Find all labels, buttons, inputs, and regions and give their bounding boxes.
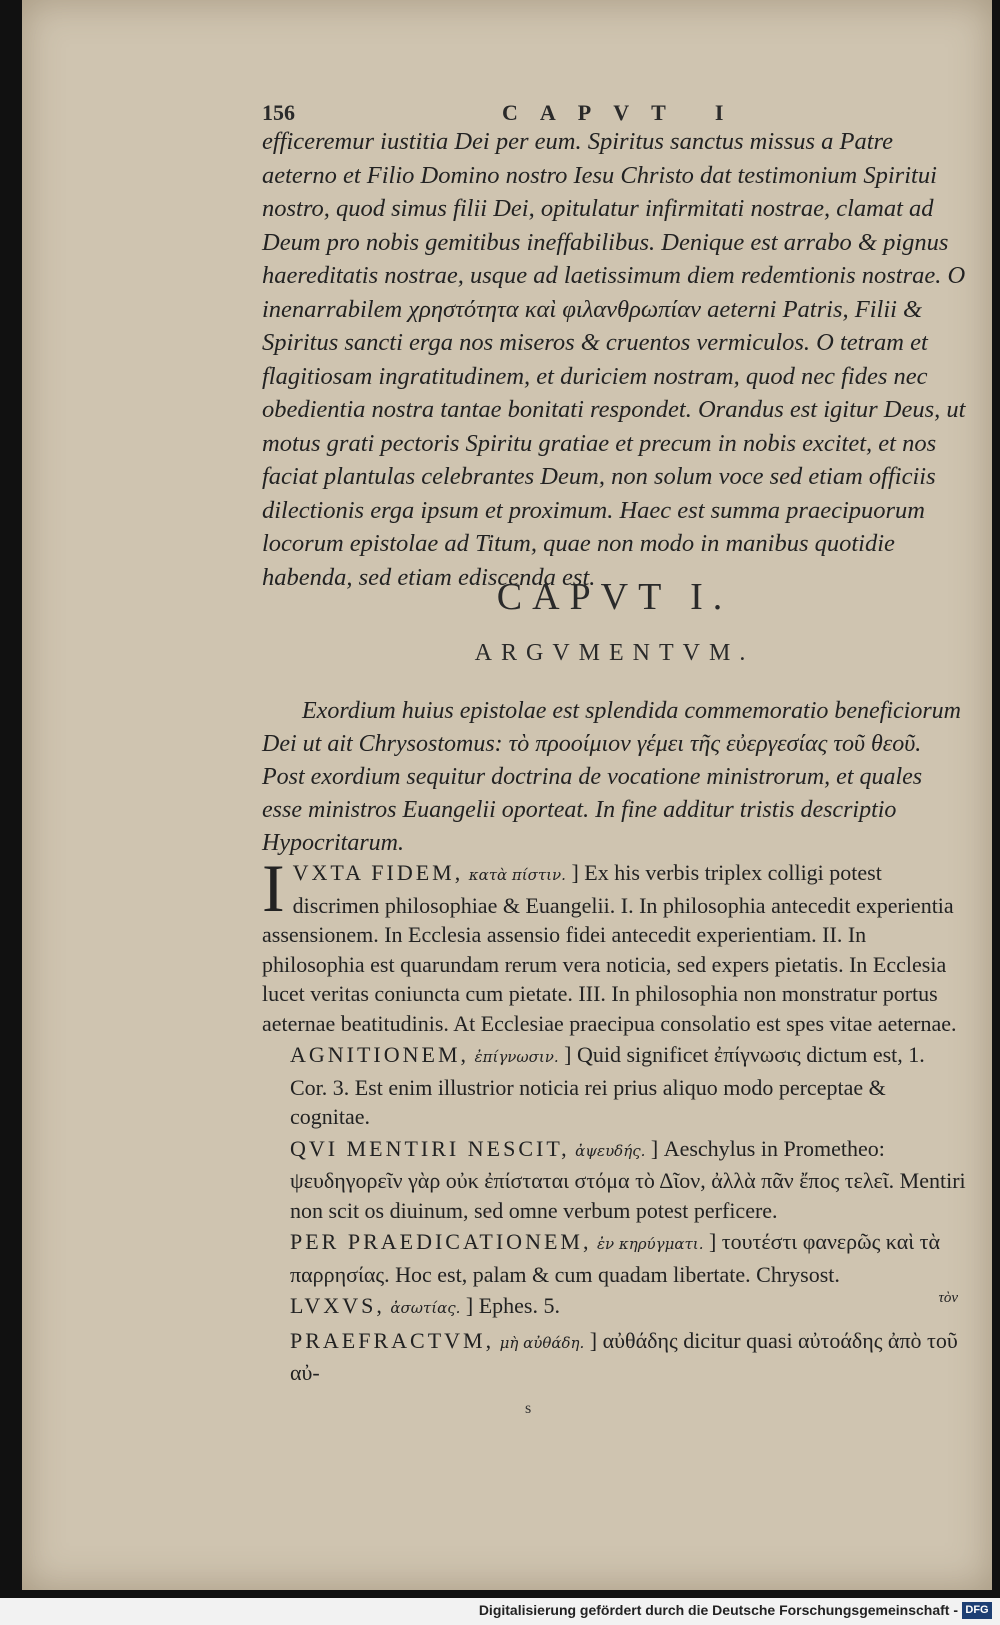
commentary-entry: [262, 850, 967, 1038]
commentary-text: ] Ex his verbis triplex colligi potest discrimen philosophiae & Euangelii. I. In philosophia antecedit experientia assensionem. In Ecclesia assensio fidei antecedit experientiam. II. In philosophia est quarundam rerum vera noticia, sed expers pietatis. In Ecclesia lucet veritas coniuncta cum pietate. III. In philosophia non monstratur portus aeternae beatitudinis. At Ecclesiae praecipua consolatio est spes vitae aeternae.: [262, 860, 957, 1036]
commentary-entry: [262, 1227, 967, 1289]
lemma: PRAEFRACTVM,: [290, 1327, 495, 1353]
greek-lemma: ἀψευδής.: [575, 1141, 646, 1160]
argumentum-text: Exordium huius epistolae est splendida commemoratio beneficiorum Dei ut ait Chrysostomus: τὸ προοίμιον γέμει τῆς εὐεργεσίας τοῦ θεοῦ. Post exordium sequitur doctrina de vocatione ministrorum, et quales esse ministros Euangelii oporteat. In fine additur tristis descriptio Hypocritarum.: [262, 698, 962, 856]
lemma: LVXVS,: [290, 1293, 385, 1318]
chapter-title: CAPVT I.: [496, 576, 733, 618]
greek-lemma: ἐπίγνωσιν.: [474, 1048, 559, 1066]
commentary-entry: [262, 1291, 967, 1324]
greek-lemma: κατὰ πίστιν.: [468, 866, 566, 884]
intro-paragraph: [262, 125, 967, 594]
greek-lemma: μὴ αὐθάδη.: [499, 1333, 585, 1352]
lemma: QVI MENTIRI NESCIT,: [290, 1135, 570, 1161]
running-title: CAPVT I: [502, 100, 746, 125]
commentary-text: ] αὐθάδης dicitur quasi αὐτοάδης ἀπὸ τοῦ αὐ-: [290, 1327, 958, 1385]
footer-bar: [0, 1598, 1000, 1625]
chapter-subtitle: ARGVMENTVM.: [474, 640, 755, 666]
lemma: PER PRAEDICATIONEM,: [290, 1229, 592, 1254]
commentary-entry: [262, 1134, 967, 1226]
commentary-section: [262, 850, 967, 1390]
intro-text: efficeremur iustitia Dei per eum. Spiritus sanctus missus a Patre aeterno et Filio Domino nostro Iesu Christo dat testimonium Spiritui nostro, quod simus filii Dei, opitulatur infirmitati nostrae, clamat ad Deum pro nobis gemitibus ineffabilibus. Denique est arrabo & pignus haereditatis nostrae, usque ad laetissimum diem redemtionis nostrae. O inenarrabilem χρηστότητα καὶ φιλανθρωπίαν aeterni Patris, Filii & Spiritus sancti erga nos miseros & cruentos vermiculos. O tetram et flagitiosam ingratitudinem, et duriciem nostram, quod nec fides nec obedientia nostra tantae bonitati respondet. Orandus est igitur Deus, ut motus grati pectoris Spiritu gratiae et precum in nobis excitet, et nos faciat plantulas celebrantes Deum, non solum voce sed etiam officiis dilectionis erga ipsum et proximum. Haec est summa praecipuorum locorum epistolae ad Titum, quae non modo in manibus quotidie habenda, sed etiam ediscenda est.: [262, 128, 966, 591]
commentary-text: ] Ephes. 5.: [465, 1293, 560, 1318]
commentary-text: ] Quid significet ἐπίγνωσις dictum est, 1. Cor. 3. Est enim illustrior noticia rei prius aliquo modo perceptae & cognitae.: [290, 1042, 925, 1129]
funding-notice: Digitalisierung gefördert durch die Deutsche Forschungsgemeinschaft -: [478, 1602, 958, 1618]
greek-lemma: ἀσωτίας.: [390, 1299, 461, 1317]
greek-lemma: ἐν κηρύγματι.: [596, 1235, 704, 1253]
commentary-text: ] Aeschylus in Prometheo: ψευδηγορεῖν γὰρ οὐκ ἐπίσταται στόμα τὸ Δῖον, ἀλλὰ πᾶν ἔπος τελεῖ. Mentiri non scit os diuinum, sed omne verbum potest perficere.: [290, 1135, 966, 1223]
dfg-logo-icon: DFG: [962, 1602, 992, 1619]
commentary-entry: [262, 1326, 967, 1388]
catchword: τὸν: [938, 1290, 958, 1306]
drop-cap: I: [262, 850, 285, 926]
argumentum-paragraph: [262, 695, 967, 860]
signature-mark: s: [525, 1400, 532, 1417]
lemma: VXTA FIDEM,: [292, 860, 464, 885]
lemma: AGNITIONEM,: [290, 1042, 470, 1067]
commentary-text: ] τουτέστι φανερῶς καὶ τὰ παρρησίας. Hoc est, palam & cum quadam libertate. Chrysost.: [290, 1229, 941, 1287]
commentary-entry: [262, 1040, 967, 1132]
page-number: 156: [262, 100, 295, 125]
